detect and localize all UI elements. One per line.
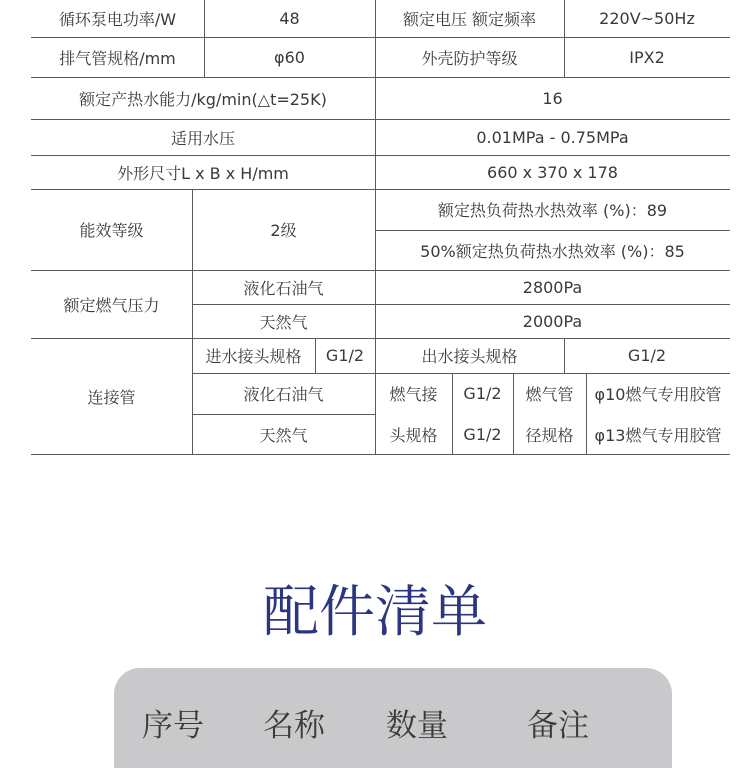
efficiency-half-load: 50%额定热负荷热水热效率 (%)：85 bbox=[420, 241, 685, 261]
hot-water-capacity-label: 额定产热水能力/kg/min(△t=25K) bbox=[79, 89, 327, 109]
gas-joint-label-2: 头规格 bbox=[389, 425, 438, 445]
voltage-value: 220V~50Hz bbox=[599, 9, 695, 28]
hot-water-capacity-value: 16 bbox=[542, 88, 563, 108]
gas-pipe-ng-value: φ13燃气专用胶管 bbox=[594, 425, 722, 445]
accessories-header-name: 名称 bbox=[263, 708, 325, 744]
gas-pressure-ng-label: 天然气 bbox=[259, 312, 308, 332]
exhaust-pipe-label: 排气管规格/mm bbox=[59, 48, 176, 68]
inlet-label: 进水接头规格 bbox=[205, 347, 302, 366]
outlet-value: G1/2 bbox=[627, 346, 667, 365]
accessories-header-note: 备注 bbox=[527, 708, 589, 744]
gas-pressure-lpg-value: 2800Pa bbox=[522, 277, 583, 297]
protection-label: 外壳防护等级 bbox=[421, 48, 518, 68]
gas-pipe-lpg-value: φ10燃气专用胶管 bbox=[594, 385, 722, 404]
connection-ng-label: 天然气 bbox=[259, 425, 308, 445]
gas-pressure-ng-value: 2000Pa bbox=[522, 311, 583, 331]
gas-joint-ng-value: G1/2 bbox=[463, 424, 502, 444]
water-pressure-value: 0.01MPa - 0.75MPa bbox=[476, 127, 629, 147]
efficiency-full-load: 额定热负荷热水热效率 (%)：89 bbox=[437, 201, 668, 220]
connection-lpg-label: 液化石油气 bbox=[243, 385, 324, 404]
protection-value: IPX2 bbox=[629, 47, 665, 67]
voltage-label: 额定电压 额定频率 bbox=[402, 10, 537, 29]
gas-pipe-label-1: 燃气管 bbox=[525, 385, 574, 404]
accessories-header-quantity: 数量 bbox=[386, 708, 448, 744]
pump-power-value: 48 bbox=[279, 9, 300, 28]
outlet-label: 出水接头规格 bbox=[421, 347, 518, 366]
dimensions-label: 外形尺寸L x B x H/mm bbox=[117, 163, 289, 183]
connection-label: 连接管 bbox=[87, 387, 136, 407]
gas-pressure-lpg-label: 液化石油气 bbox=[243, 278, 324, 298]
gas-pressure-label: 额定燃气压力 bbox=[63, 295, 160, 315]
accessories-title: 配件清单 bbox=[263, 580, 487, 645]
efficiency-label: 能效等级 bbox=[79, 221, 144, 240]
efficiency-grade: 2级 bbox=[270, 221, 297, 240]
accessories-header-index: 序号 bbox=[142, 708, 204, 744]
inlet-value: G1/2 bbox=[325, 346, 365, 365]
pump-power-label: 循环泵电功率/W bbox=[58, 10, 177, 29]
table-line bbox=[31, 454, 730, 455]
gas-joint-lpg-value: G1/2 bbox=[463, 384, 502, 403]
dimensions-value: 660 x 370 x 178 bbox=[487, 162, 618, 182]
gas-joint-label-1: 燃气接 bbox=[389, 385, 438, 404]
gas-pipe-label-2: 径规格 bbox=[525, 425, 574, 445]
exhaust-pipe-value: φ60 bbox=[274, 47, 305, 67]
water-pressure-label: 适用水压 bbox=[170, 128, 235, 148]
